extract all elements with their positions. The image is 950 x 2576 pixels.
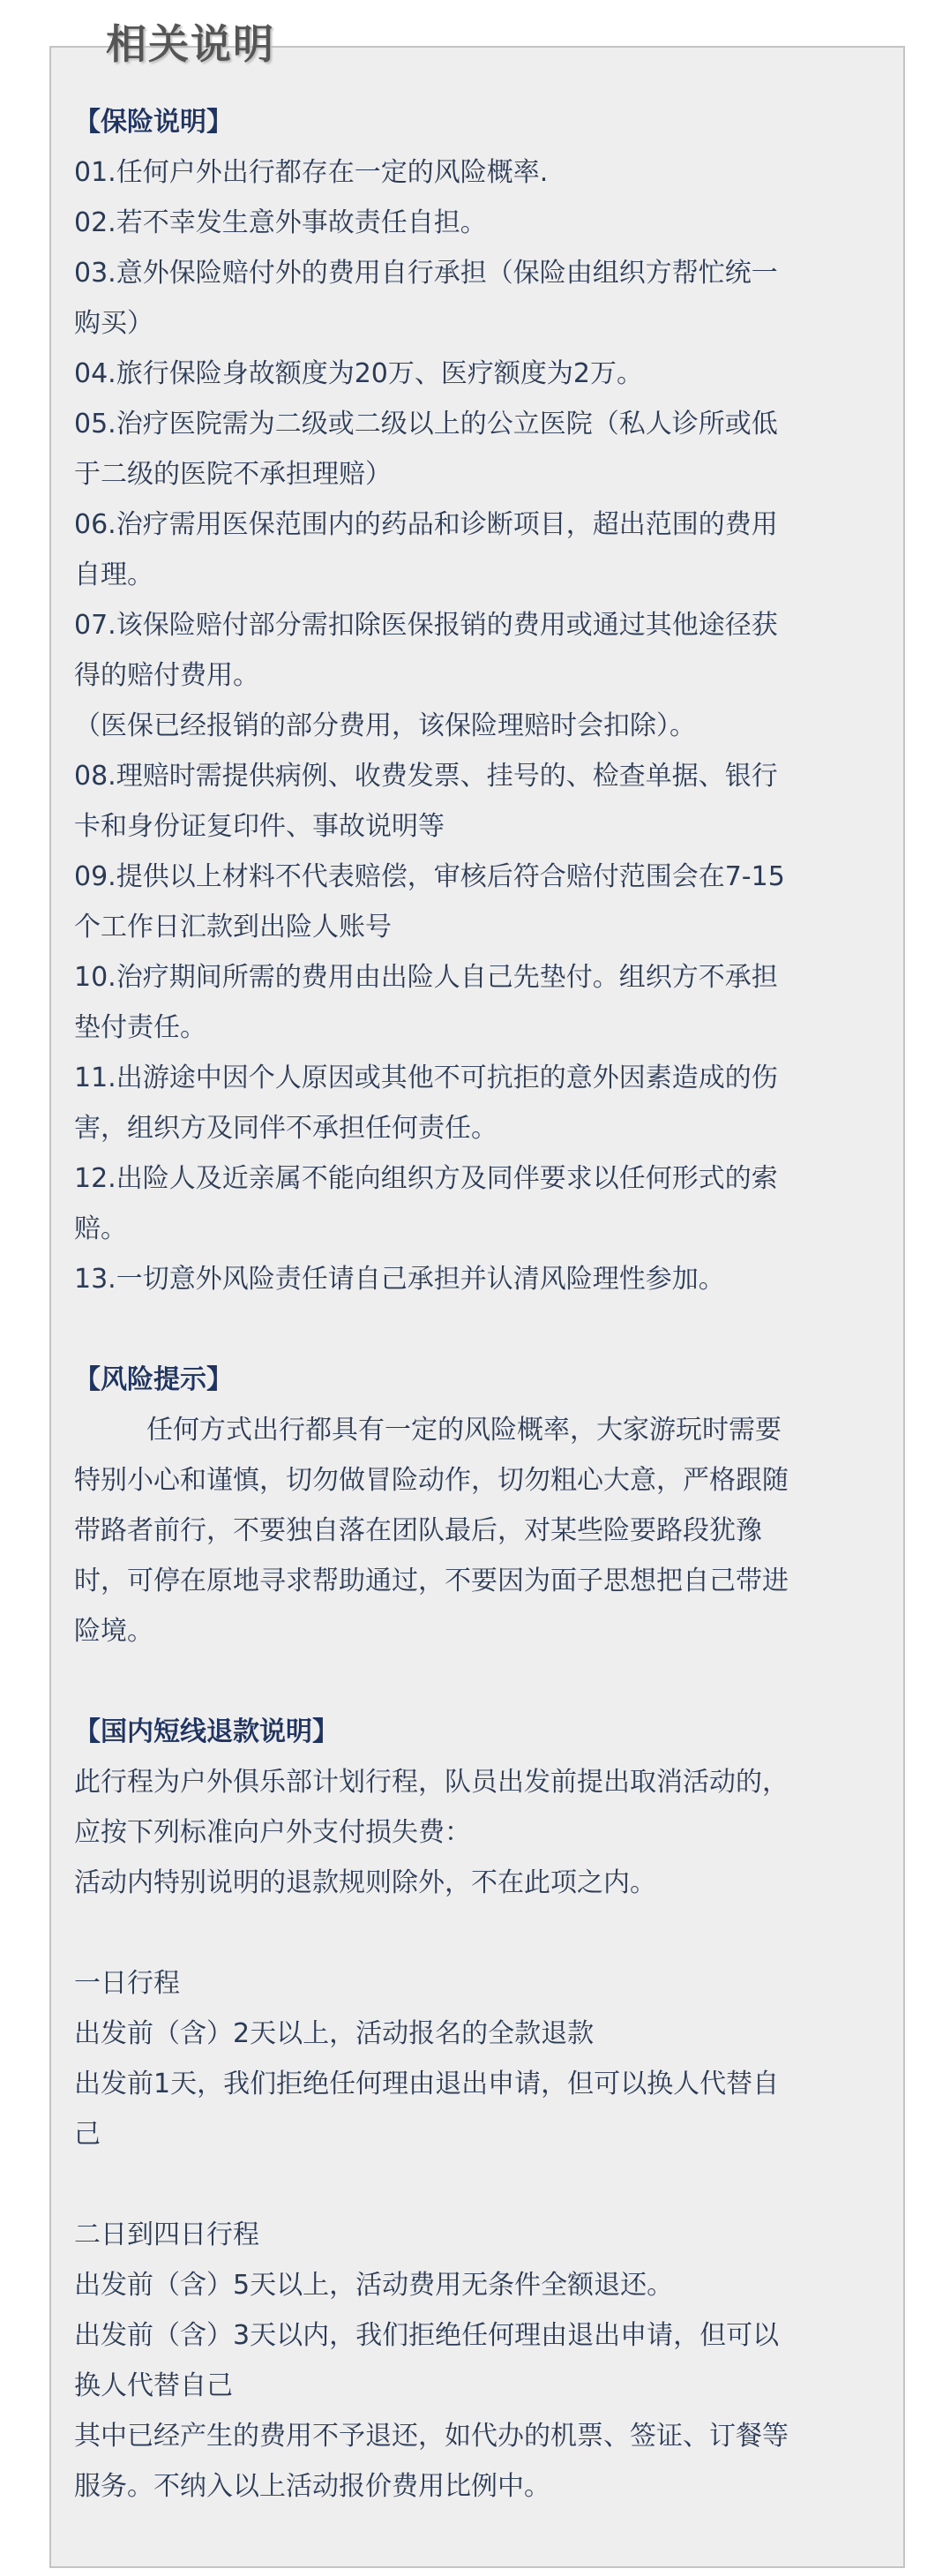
insurance-line: 13.一切意外风险责任请自己承担并认清风险理性参加。 xyxy=(74,1264,725,1295)
insurance-line: 06.治疗需用医保范围内的药品和诊断项目，超出范围的费用 xyxy=(74,509,778,540)
insurance-list xyxy=(74,147,880,1304)
refund-intro-line: 此行程为户外俱乐部计划行程，队员出发前提出取消活动的， xyxy=(74,1767,789,1798)
insurance-line: 03.意外保险赔付外的费用自行承担（保险由组织方帮忙统一 xyxy=(74,258,778,289)
risk-line: 特别小心和谨慎，切勿做冒险动作，切勿粗心大意，严格跟随 xyxy=(74,1465,789,1496)
two-to-four-line: 换人代替自己 xyxy=(74,2370,233,2401)
refund-intro xyxy=(74,1757,880,1908)
insurance-line: 个工作日汇款到出险人账号 xyxy=(74,912,392,943)
risk-line: 时，可停在原地寻求帮助通过，不要因为面子思想把自己带进 xyxy=(74,1566,789,1596)
two-to-four-line: 出发前（含）3天以内，我们拒绝任何理由退出申请，但可以 xyxy=(74,2320,780,2351)
two-to-four-subheading: 二日到四日行程 xyxy=(74,2219,259,2250)
insurance-line: 11.出游途中因个人原因或其他不可抗拒的意外因素造成的伤 xyxy=(74,1063,778,1093)
risk-line: 险境。 xyxy=(74,1616,153,1647)
page-title: 相关说明 xyxy=(106,20,275,68)
insurance-line: 购买） xyxy=(74,308,153,339)
section-spacer xyxy=(74,1656,880,1707)
insurance-line: 自理。 xyxy=(74,560,153,590)
risk-line: 带路者前行，不要独自落在团队最后，对某些险要路段犹豫 xyxy=(74,1515,762,1546)
one-day-line: 出发前（含）2天以上，活动报名的全款退款 xyxy=(74,2018,595,2049)
insurance-heading: 【保险说明】 xyxy=(74,107,233,138)
insurance-line: 08.理赔时需提供病例、收费发票、挂号的、检查单据、银行 xyxy=(74,761,778,792)
insurance-line: 得的赔付费用。 xyxy=(74,660,259,691)
insurance-line: 05.治疗医院需为二级或二级以上的公立医院（私人诊所或低 xyxy=(74,409,778,439)
insurance-line: 于二级的医院不承担理赔） xyxy=(74,459,392,490)
insurance-line: 赔。 xyxy=(74,1213,127,1244)
insurance-line: 12.出险人及近亲属不能向组织方及同伴要求以任何形式的索 xyxy=(74,1163,778,1194)
insurance-line: 10.治疗期间所需的费用由出险人自己先垫付。组织方不承担 xyxy=(74,962,778,993)
refund-intro-line: 应按下列标准向户外支付损失费： xyxy=(74,1817,471,1848)
risk-heading: 【风险提示】 xyxy=(74,1364,233,1395)
description-panel xyxy=(49,46,905,2568)
section-spacer xyxy=(74,2159,880,2210)
refund-two-to-four-day xyxy=(74,2210,880,2512)
refund-intro-line: 活动内特别说明的退款规则除外，不在此项之内。 xyxy=(74,1867,656,1898)
insurance-line: 害，组织方及同伴不承担任何责任。 xyxy=(74,1113,497,1144)
refund-one-day xyxy=(74,1958,880,2159)
insurance-line: 卡和身份证复印件、事故说明等 xyxy=(74,811,445,842)
insurance-line: 01.任何户外出行都存在一定的风险概率. xyxy=(74,157,549,188)
insurance-line: 04.旅行保险身故额度为20万、医疗额度为2万。 xyxy=(74,358,643,389)
insurance-line: 07.该保险赔付部分需扣除医保报销的费用或通过其他途径获 xyxy=(74,610,778,641)
two-to-four-line: 服务。不纳入以上活动报价费用比例中。 xyxy=(74,2471,550,2502)
description-content xyxy=(74,97,880,2512)
refund-heading: 【国内短线退款说明】 xyxy=(74,1716,339,1747)
one-day-line: 出发前1天，我们拒绝任何理由退出申请，但可以换人代替自 xyxy=(74,2069,780,2099)
one-day-line: 己 xyxy=(74,2119,101,2150)
one-day-subheading: 一日行程 xyxy=(74,1968,180,1999)
insurance-line: 垫付责任。 xyxy=(74,1012,206,1043)
risk-line: 任何方式出行都具有一定的风险概率，大家游玩时需要 xyxy=(146,1415,782,1446)
risk-paragraph xyxy=(74,1405,880,1656)
section-spacer xyxy=(74,1304,880,1355)
two-to-four-line: 其中已经产生的费用不予退还，如代办的机票、签证、订餐等 xyxy=(74,2421,789,2452)
insurance-line: （医保已经报销的部分费用，该保险理赔时会扣除）。 xyxy=(74,710,696,741)
section-spacer xyxy=(74,1908,880,1958)
insurance-line: 09.提供以上材料不代表赔偿，审核后符合赔付范围会在7-15 xyxy=(74,861,785,892)
two-to-four-line: 出发前（含）5天以上，活动费用无条件全额退还。 xyxy=(74,2270,674,2301)
insurance-line: 02.若不幸发生意外事故责任自担。 xyxy=(74,207,487,238)
